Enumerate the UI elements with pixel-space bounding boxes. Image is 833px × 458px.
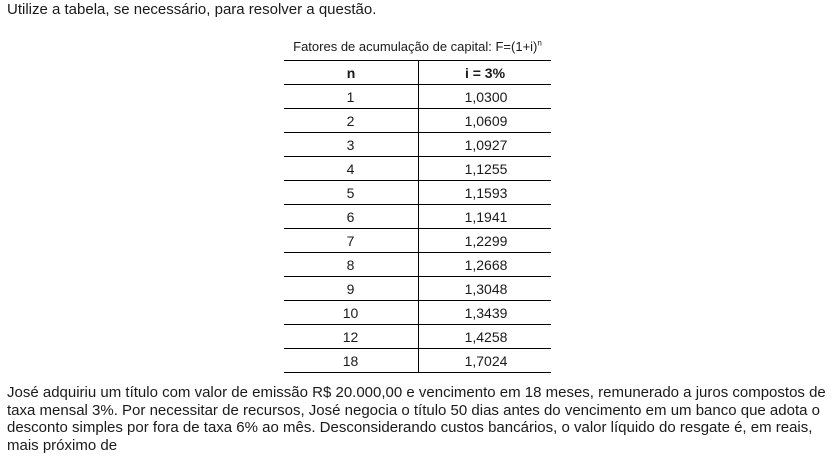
table-row	[284, 229, 551, 253]
cell-n: 18	[284, 349, 419, 373]
cell-n: 4	[284, 157, 419, 181]
cell-factor: 1,1255	[419, 157, 552, 181]
cell-factor: 1,3439	[419, 301, 552, 325]
table-row	[284, 157, 551, 181]
cell-n: 5	[284, 181, 419, 205]
cell-n: 3	[284, 133, 419, 157]
intro-text: Utilize a tabela, se necessário, para resolver a questão.	[7, 1, 377, 18]
table-row	[284, 277, 551, 301]
table-row	[284, 85, 551, 109]
table-row	[284, 301, 551, 325]
table-row	[284, 253, 551, 277]
cell-factor: 1,1593	[419, 181, 552, 205]
table-row	[284, 349, 551, 373]
capital-factors-table	[284, 60, 551, 373]
cell-n: 6	[284, 205, 419, 229]
cell-factor: 1,0300	[419, 85, 552, 109]
header-rate: i = 3%	[419, 61, 552, 85]
cell-n: 9	[284, 277, 419, 301]
cell-factor: 1,2299	[419, 229, 552, 253]
cell-factor: 1,7024	[419, 349, 552, 373]
table-body	[284, 85, 551, 373]
table-caption-text: Fatores de acumulação de capital: F=(1+i)	[293, 39, 538, 54]
cell-n: 7	[284, 229, 419, 253]
table-caption	[284, 38, 551, 56]
cell-n: 1	[284, 85, 419, 109]
cell-n: 12	[284, 325, 419, 349]
cell-factor: 1,0927	[419, 133, 552, 157]
header-n: n	[284, 61, 419, 85]
cell-n: 10	[284, 301, 419, 325]
question-text: José adquiriu um título com valor de emissão R$ 20.000,00 e vencimento em 18 meses, remunerado a juros compostos de taxa mensal 3%. Por necessitar de recursos, José negocia o título 50 dias antes do vencimento em um banco que adota o desconto simples por fora de taxa 6% ao mês. Desconsiderando custos bancários, o valor líquido do resgate é, em reais, mais próximo de	[7, 384, 826, 454]
table-row	[284, 325, 551, 349]
cell-n: 8	[284, 253, 419, 277]
cell-factor: 1,1941	[419, 205, 552, 229]
table-row	[284, 205, 551, 229]
table-row	[284, 109, 551, 133]
cell-factor: 1,3048	[419, 277, 552, 301]
table-row	[284, 181, 551, 205]
cell-n: 2	[284, 109, 419, 133]
table-caption-exponent: n	[537, 38, 542, 48]
cell-factor: 1,2668	[419, 253, 552, 277]
table-row	[284, 133, 551, 157]
cell-factor: 1,0609	[419, 109, 552, 133]
cell-factor: 1,4258	[419, 325, 552, 349]
table-header-row	[284, 61, 551, 85]
